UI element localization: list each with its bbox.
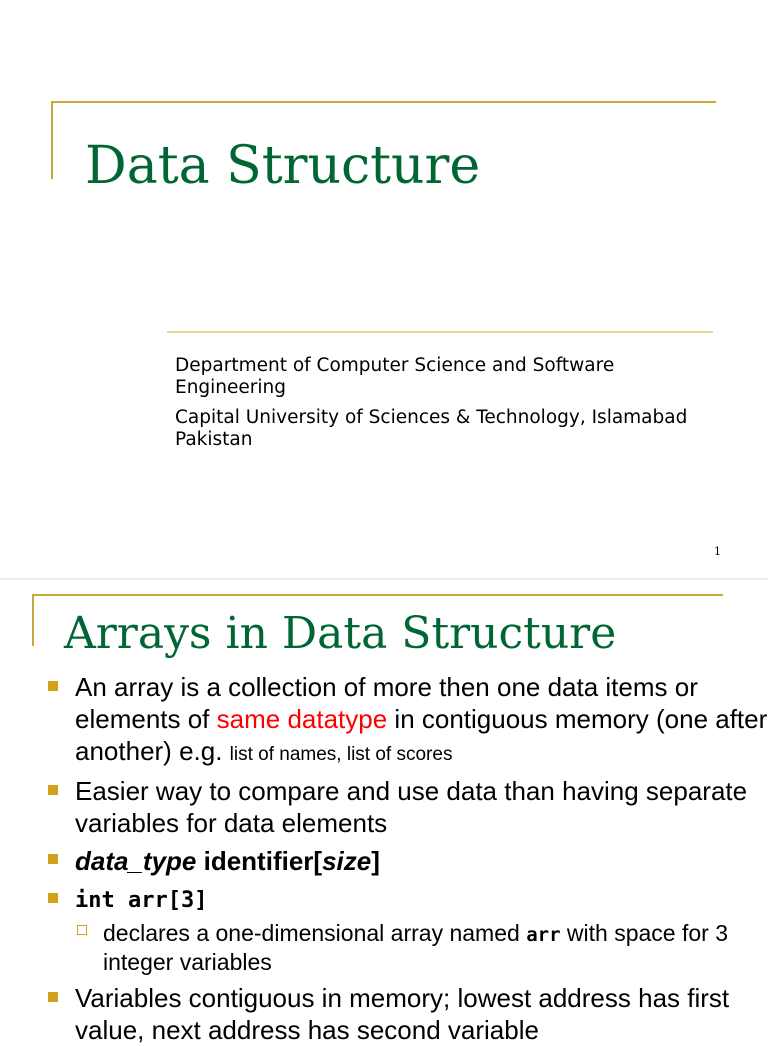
sub-bullet-declares xyxy=(103,920,763,976)
bullet-contiguous: Variables contiguous in memory; lowest address has first value, next address has second variable xyxy=(75,983,730,1045)
bullet-icon xyxy=(48,893,58,903)
syntax-close: ] xyxy=(371,846,380,876)
sub-bullet-text: with space for 3 integer variables xyxy=(103,920,728,975)
title-accent-line xyxy=(51,101,716,103)
title-accent-line xyxy=(32,594,723,596)
university-line: Capital University of Sciences & Technology, Islamabad Pakistan xyxy=(175,407,688,450)
slide-title: Data Structure xyxy=(85,136,481,196)
bullet-code-example: int arr[3] xyxy=(75,888,208,913)
syntax-datatype: data_type xyxy=(75,846,197,876)
department-line: Department of Computer Science and Software Engineering xyxy=(175,355,615,398)
title-accent-bar xyxy=(32,594,34,646)
bullet-text: in contiguous memory (one after another) e.g. xyxy=(75,704,768,766)
arrays-slide xyxy=(0,580,768,1045)
bullet-icon xyxy=(48,681,58,691)
slide-title: Arrays in Data Structure xyxy=(64,608,617,659)
example-text: list of names, list of scores xyxy=(229,744,453,765)
page-number: 1 xyxy=(714,545,721,558)
bullet-easier-way: Easier way to compare and use data than having separate variables for data elements xyxy=(75,776,748,838)
bullet-icon xyxy=(48,992,58,1002)
syntax-size: size xyxy=(322,846,372,876)
title-accent-bar xyxy=(51,101,53,179)
sub-bullet-icon xyxy=(77,925,87,935)
code-arr: arr xyxy=(526,924,561,946)
bullet-icon xyxy=(48,785,58,795)
bullet-array-definition xyxy=(75,671,775,771)
bullet-syntax xyxy=(75,845,775,877)
bullet-text: An array is a collection of more then one data items or elements of xyxy=(75,672,698,734)
bullet-icon xyxy=(48,854,58,864)
sub-bullet-text: declares a one-dimensional array named xyxy=(103,920,527,946)
syntax-identifier: identifier[ xyxy=(196,846,323,876)
highlight-text: same datatype xyxy=(216,704,388,734)
subtitle-divider xyxy=(167,331,713,333)
subtitle-block xyxy=(175,355,715,459)
